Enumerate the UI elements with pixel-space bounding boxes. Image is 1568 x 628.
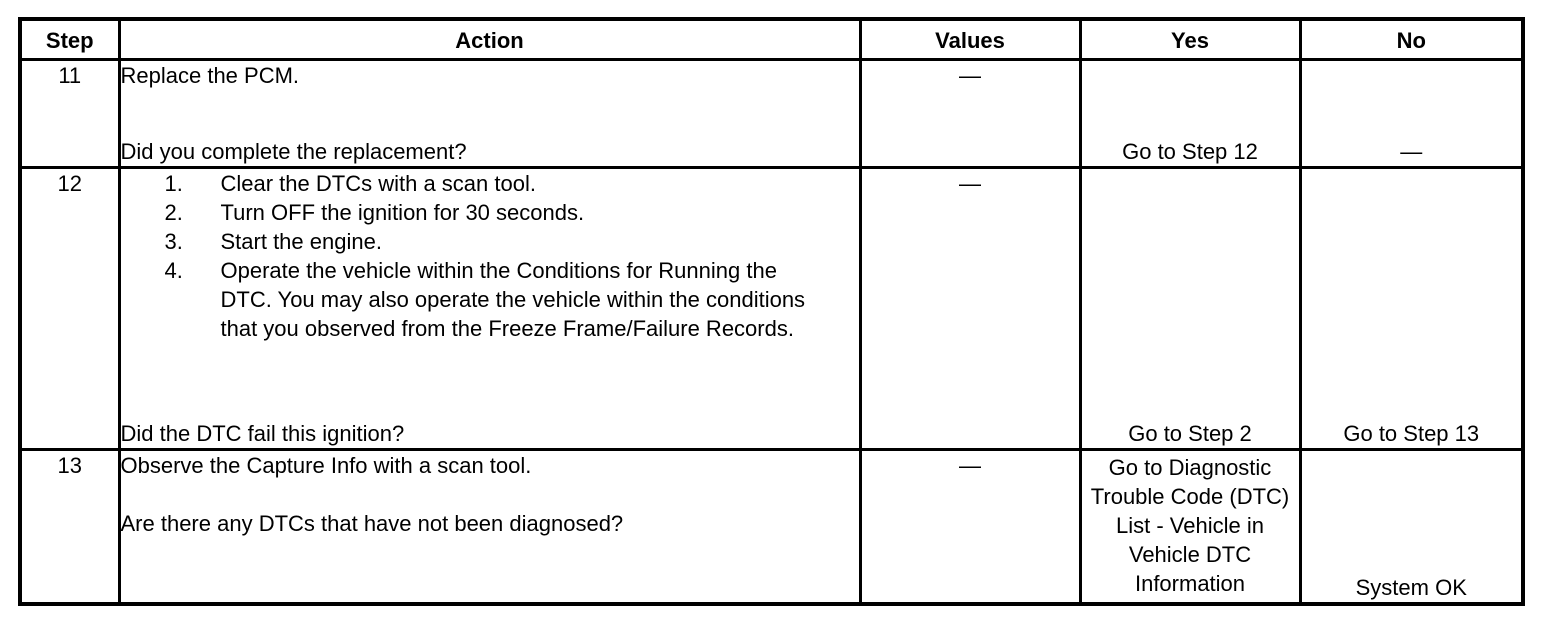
- yes-cell: [1080, 60, 1300, 168]
- yes-link[interactable]: Go to Step 2: [1128, 421, 1252, 446]
- header-step: Step: [20, 19, 119, 60]
- procedure-list: [121, 169, 859, 343]
- values-dash: —: [959, 453, 981, 478]
- no-cell: [1300, 168, 1523, 450]
- values-cell: [860, 60, 1080, 168]
- yes-cell: [1080, 168, 1300, 450]
- no-value: —: [1400, 139, 1423, 164]
- yes-link[interactable]: Go to Step 12: [1122, 139, 1258, 164]
- header-row: [20, 19, 1523, 60]
- list-item: [165, 256, 859, 343]
- action-question: Did the DTC fail this ignition?: [120, 421, 405, 446]
- diagnostic-table: [18, 17, 1525, 606]
- list-item-number: 3.: [164, 229, 183, 254]
- list-item-number: 4.: [164, 258, 183, 283]
- yes-link[interactable]: Go to Diagnostic Trouble Code (DTC) List - Vehicle in Vehicle DTC Information: [1090, 455, 1290, 596]
- action-cell: [119, 168, 860, 450]
- values-dash: —: [959, 63, 981, 88]
- action-cell: [119, 60, 860, 168]
- action-instruction: Observe the Capture Info with a scan tool.: [120, 453, 532, 478]
- values-dash: —: [959, 171, 981, 196]
- header-yes: Yes: [1080, 19, 1300, 60]
- no-cell: [1300, 60, 1523, 168]
- no-link[interactable]: Go to Step 13: [1343, 421, 1480, 446]
- step-number: 12: [20, 168, 119, 450]
- list-item-number: 1.: [164, 171, 183, 196]
- no-value: System OK: [1355, 574, 1467, 600]
- list-item: [165, 227, 859, 256]
- list-item-text: Operate the vehicle within the Conditions for Running the DTC. You may also operate the vehicle within the conditions that you observed from the Freeze Frame/Failure Records.: [220, 258, 806, 341]
- table-row-step-12: [20, 168, 1523, 450]
- values-cell: [860, 450, 1080, 604]
- yes-cell: [1080, 450, 1300, 604]
- action-question: Are there any DTCs that have not been diagnosed?: [120, 511, 624, 536]
- table-row-step-11: [20, 60, 1523, 168]
- header-action: Action: [119, 19, 860, 60]
- values-cell: [860, 168, 1080, 450]
- list-item: [165, 198, 859, 227]
- list-item-text: Turn OFF the ignition for 30 seconds.: [220, 200, 585, 225]
- list-item-text: Start the engine.: [220, 229, 382, 254]
- list-item-number: 2.: [164, 200, 183, 225]
- action-cell: [119, 450, 860, 604]
- header-values: Values: [860, 19, 1080, 60]
- action-question: Did you complete the replacement?: [120, 139, 467, 164]
- table-row-step-13: [20, 450, 1523, 604]
- header-no: No: [1300, 19, 1523, 60]
- action-instruction: Replace the PCM.: [120, 63, 300, 88]
- step-number: 11: [20, 60, 119, 168]
- list-item-text: Clear the DTCs with a scan tool.: [220, 171, 536, 196]
- list-item: [165, 169, 859, 198]
- step-number: 13: [20, 450, 119, 604]
- no-cell: [1300, 450, 1523, 604]
